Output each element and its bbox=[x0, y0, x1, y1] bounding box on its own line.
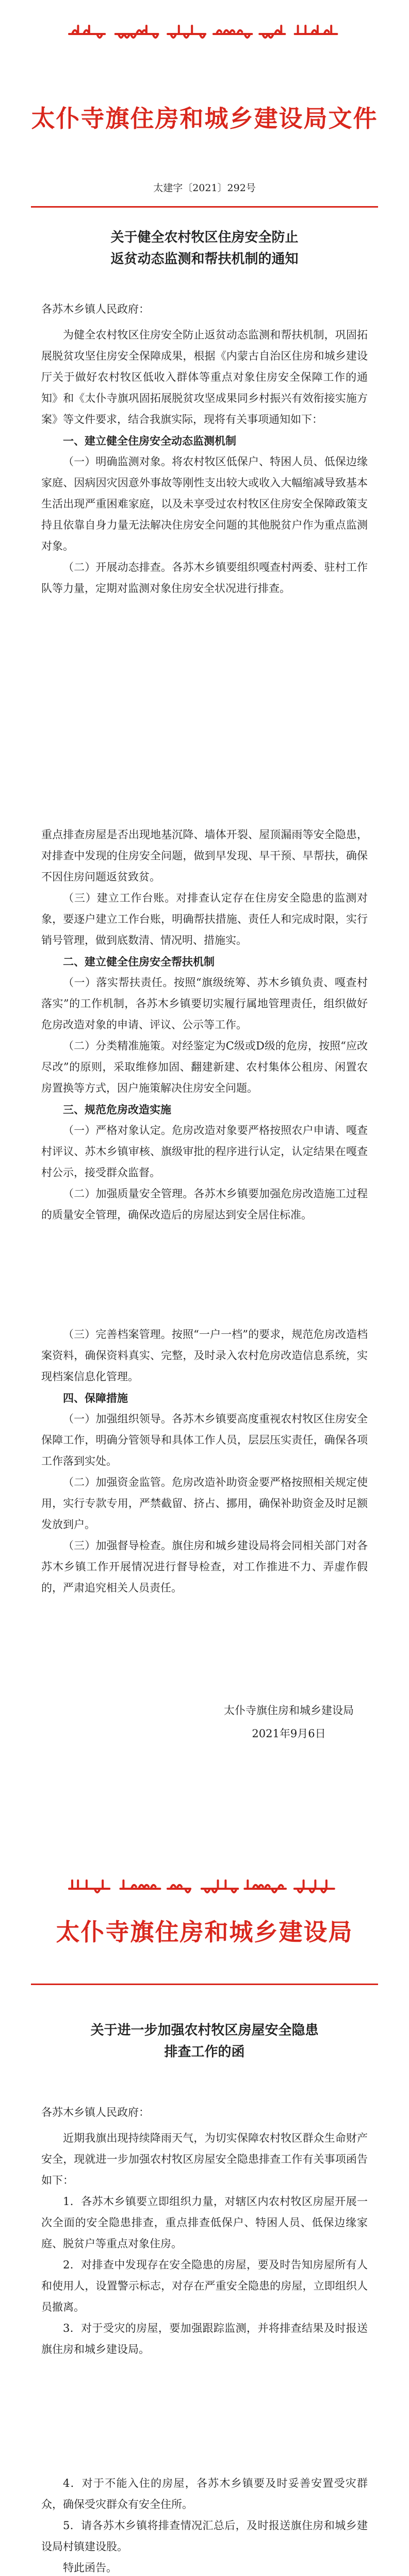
list-item: 5．请各苏木乡镇将排查情况汇总后，及时报送旗住房和城乡建设局村镇建设股。 bbox=[41, 2519, 368, 2553]
section-heading: 四、保障措施 bbox=[63, 1392, 128, 1404]
list-item: 4．对于不能入住的房屋，各苏木乡镇要及时妥善安置受灾群众，确保受灾群众有安全住所。 bbox=[41, 2477, 368, 2511]
mongolian-script-header bbox=[65, 1875, 343, 1901]
list-item: 3．对于受灾的房屋，要加强跟踪监测，并将排查结果及时报送旗住房和城乡建设局。 bbox=[41, 2322, 368, 2355]
signature-org: 太仆寺旗住房和城乡建设局 bbox=[224, 1704, 354, 1717]
body-paragraph: 近期我旗出现持续降雨天气，为切实保障农村牧区群众生命财产安全，现就进一步加强农村牧区房屋安全隐患排查工作有关事项函告如下： bbox=[41, 2132, 368, 2187]
mongolian-script-header bbox=[65, 21, 343, 46]
body-paragraph: （二）加强资金监管。危房改造补助资金要严格按照相关规定使用，实行专款专用，严禁截留、挤占、挪用，确保补助资金及时足额发放到户。 bbox=[41, 1476, 368, 1531]
section-heading: 一、建立健全住房安全动态监测机制 bbox=[63, 434, 236, 447]
body-page-1 bbox=[41, 325, 368, 599]
body-paragraph: （三）加强督导检查。旗住房和城乡建设局将会同相关部门对各苏木乡镇工作开展情况进行督导检查，对工作推进不力、弄虚作假的，严肃追究相关人员责任。 bbox=[41, 1539, 368, 1594]
body-page-3 bbox=[41, 1324, 368, 1599]
body-paragraph: （三）完善档案管理。按照“一户一档”的要求，规范危房改造档案资料，确保资料真实、完整，及时录入农村危房改造信息系统，实现档案信息化管理。 bbox=[41, 1328, 368, 1383]
section-heading: 二、建立健全住房安全帮扶机制 bbox=[63, 955, 215, 968]
body-paragraph: （二）加强质量安全管理。各苏木乡镇要加强危房改造施工过程的质量安全管理，确保改造后的房屋达到安全居住标准。 bbox=[41, 1188, 368, 1221]
document-title-line: 关于健全农村牧区住房安全防止 bbox=[110, 230, 299, 245]
body-paragraph: 重点排查房屋是否出现地基沉降、墙体开裂、屋顶漏雨等安全隐患，对排查中发现的住房安全问题，做到早发现、早干预、早帮扶，确保不因住房问题返贫致贫。 bbox=[41, 828, 368, 883]
body-page-2 bbox=[41, 2473, 368, 2576]
body-page-1 bbox=[41, 2128, 368, 2360]
body-paragraph: （二）分类精准施策。对经鉴定为C级或D级的危房，按照“应改尽改”的原则，采取维修加固、翻建新建、农村集体公租房、闲置农房置换等方式，因户施策解决住房安全问题。 bbox=[41, 1040, 368, 1094]
body-paragraph: （一）加强组织领导。各苏木乡镇要高度重视农村牧区住房安全保障工作，明确分管领导和具体工作人员，层层压实责任，确保各项工作落到实处。 bbox=[41, 1413, 368, 1467]
document-title-line: 返贫动态监测和帮扶机制的通知 bbox=[110, 251, 299, 267]
list-item: 2．对排查中发现存在安全隐患的房屋，要及时告知房屋所有人和使用人，设置警示标志，对存在严重安全隐患的房屋，立即组织人员撤离。 bbox=[41, 2259, 368, 2313]
body-paragraph: （一）严格对象认定。危房改造对象要严格按照农户申请、嘎查村评议、苏木乡镇审核、旗级审批的程序进行认定，认定结果在嘎查村公示，接受群众监督。 bbox=[41, 1124, 368, 1179]
issuer-header: 太仆寺旗住房和城乡建设局文件 bbox=[31, 105, 378, 132]
document-title-line: 排查工作的函 bbox=[164, 2044, 245, 2060]
body-paragraph: （三）建立工作台账。对排查认定存在住房安全隐患的监测对象，要逐户建立工作台账，明确帮扶措施、责任人和完成时限，实行销号管理，做到底数清、情况明、措施实。 bbox=[41, 892, 368, 946]
body-paragraph: （二）开展动态排查。各苏木乡镇要组织嘎查村两委、驻村工作队等力量，定期对监测对象住房安全状况进行排查。 bbox=[41, 561, 368, 595]
red-divider-line bbox=[31, 1984, 378, 1985]
salutation: 各苏木乡镇人民政府： bbox=[41, 2106, 150, 2119]
signature-date: 2021年9月6日 bbox=[252, 1727, 326, 1740]
red-divider-line bbox=[31, 206, 378, 208]
issuer-header: 太仆寺旗住房和城乡建设局 bbox=[56, 1918, 353, 1946]
section-heading: 三、规范危房改造实施 bbox=[63, 1103, 171, 1116]
document-title bbox=[41, 2020, 368, 2063]
body-page-2 bbox=[41, 824, 368, 1226]
body-paragraph: （一）落实帮扶责任。按照“旗级统筹、苏木乡镇负责、嘎查村落实”的工作机制，各苏木乡镇要切实履行属地管理责任，组织做好危房改造对象的申请、评议、公示等工作。 bbox=[41, 976, 368, 1031]
document-title bbox=[41, 227, 368, 270]
body-paragraph: （一）明确监测对象。将农村牧区低保户、特困人员、低保边缘家庭、因病因灾因意外事故等刚性支出较大或收入大幅缩减导致基本生活出现严重困难家庭，以及未享受过农村牧区住房安全保障政策支持且依靠自身力量无法解决住房安全问题的其他脱贫户作为重点监测对象。 bbox=[41, 455, 368, 552]
body-paragraph: 特此函告。 bbox=[63, 2562, 117, 2574]
document-title-line: 关于进一步加强农村牧区房屋安全隐患 bbox=[90, 2023, 319, 2038]
document-number: 太建字〔2021〕292号 bbox=[153, 182, 256, 194]
body-paragraph: 为健全农村牧区住房安全防止返贫动态监测和帮扶机制，巩固拓展脱贫攻坚住房安全保障成果，根据《内蒙古自治区住房和城乡建设厅关于做好农村牧区低收入群体等重点对象住房安全保障工作的通知》和《太仆寺旗巩固拓展脱贫攻坚成果同乡村振兴有效衔接实施方案》等文件要求，结合我旗实际，现将有关事项通知如下： bbox=[41, 329, 368, 426]
salutation: 各苏木乡镇人民政府： bbox=[41, 303, 150, 315]
list-item: 1．各苏木乡镇要立即组织力量，对辖区内农村牧区房屋开展一次全面的安全隐患排查，重点排查低保户、特困人员、低保边缘家庭、脱贫户等重点对象住房。 bbox=[41, 2195, 368, 2250]
